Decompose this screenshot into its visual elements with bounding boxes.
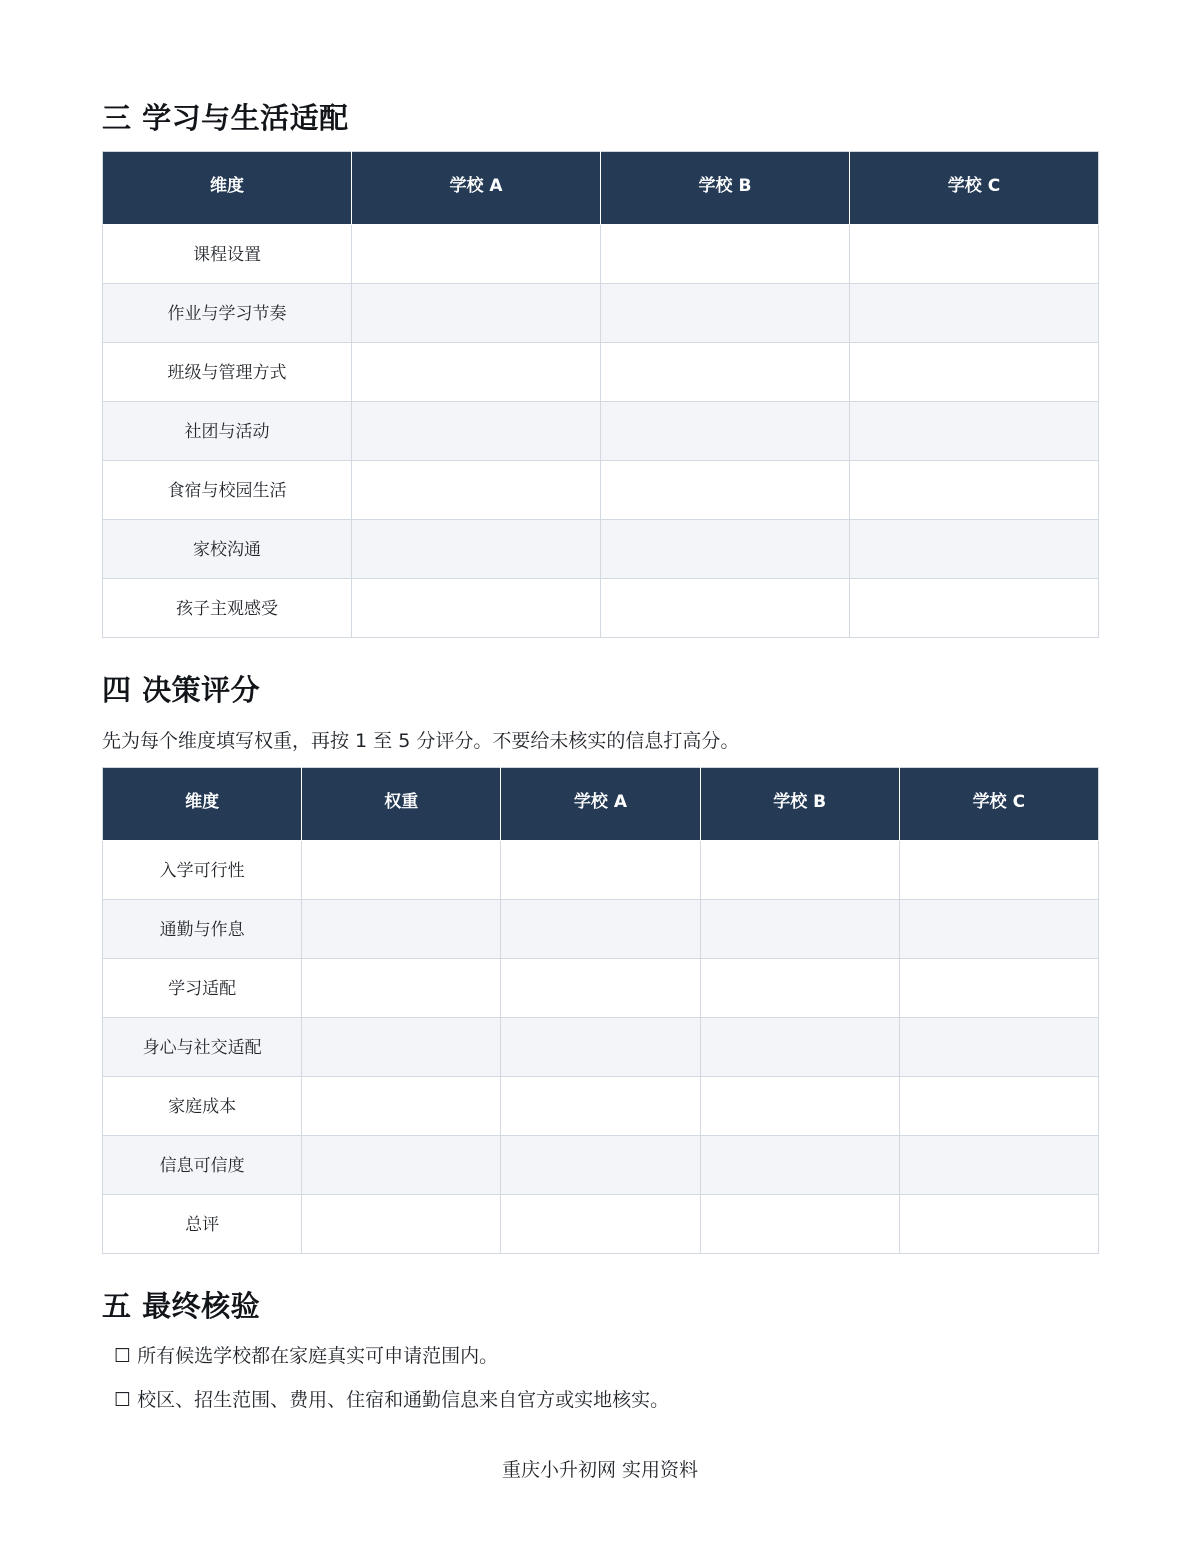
header-dimension: 维度: [103, 152, 352, 225]
row-label: 作业与学习节奏: [103, 284, 352, 343]
input-cell[interactable]: [601, 284, 850, 343]
input-cell[interactable]: [601, 225, 850, 284]
row-label: 通勤与作息: [103, 900, 302, 959]
input-cell[interactable]: [899, 1136, 1098, 1195]
row-label: 家校沟通: [103, 520, 352, 579]
header-weight: 权重: [302, 768, 501, 841]
row-label: 社团与活动: [103, 402, 352, 461]
row-label: 课程设置: [103, 225, 352, 284]
input-cell[interactable]: [302, 900, 501, 959]
section4-description: 先为每个维度填写权重，再按 1 至 5 分评分。不要给未核实的信息打高分。: [102, 730, 740, 752]
scoring-table: [102, 767, 1099, 1254]
input-cell[interactable]: [601, 461, 850, 520]
row-label: 学习适配: [103, 959, 302, 1018]
input-cell[interactable]: [850, 402, 1099, 461]
input-cell[interactable]: [352, 402, 601, 461]
table-header-row: [103, 152, 1099, 225]
input-cell[interactable]: [850, 343, 1099, 402]
input-cell[interactable]: [899, 900, 1098, 959]
checklist-item[interactable]: ☐ 所有候选学校都在家庭真实可申请范围内。: [114, 1345, 499, 1367]
input-cell[interactable]: [501, 1195, 700, 1254]
input-cell[interactable]: [850, 225, 1099, 284]
table-row: [103, 520, 1099, 579]
input-cell[interactable]: [601, 402, 850, 461]
checklist-item[interactable]: ☐ 校区、招生范围、费用、住宿和通勤信息来自官方或实地核实。: [114, 1389, 670, 1411]
header-school-c: 学校 C: [850, 152, 1099, 225]
input-cell[interactable]: [501, 1018, 700, 1077]
input-cell[interactable]: [501, 900, 700, 959]
input-cell[interactable]: [302, 1195, 501, 1254]
table-row: [103, 959, 1099, 1018]
row-label: 身心与社交适配: [103, 1018, 302, 1077]
row-label: 孩子主观感受: [103, 579, 352, 638]
input-cell[interactable]: [700, 1136, 899, 1195]
input-cell[interactable]: [352, 520, 601, 579]
adaptation-table: [102, 151, 1099, 638]
row-label: 班级与管理方式: [103, 343, 352, 402]
input-cell[interactable]: [302, 959, 501, 1018]
input-cell[interactable]: [899, 1195, 1098, 1254]
header-dimension: 维度: [103, 768, 302, 841]
page-footer: 重庆小升初网 实用资料: [501, 1459, 699, 1481]
header-school-a: 学校 A: [352, 152, 601, 225]
input-cell[interactable]: [501, 1136, 700, 1195]
input-cell[interactable]: [850, 461, 1099, 520]
input-cell[interactable]: [601, 520, 850, 579]
input-cell[interactable]: [700, 1195, 899, 1254]
input-cell[interactable]: [700, 841, 899, 900]
row-label: 入学可行性: [103, 841, 302, 900]
input-cell[interactable]: [352, 284, 601, 343]
section5-title: 五 最终核验: [102, 1289, 261, 1323]
table-row: [103, 1195, 1099, 1254]
row-label: 信息可信度: [103, 1136, 302, 1195]
row-label: 家庭成本: [103, 1077, 302, 1136]
input-cell[interactable]: [601, 579, 850, 638]
input-cell[interactable]: [352, 343, 601, 402]
table-row: [103, 1136, 1099, 1195]
table-row: [103, 1077, 1099, 1136]
table-row: [103, 841, 1099, 900]
input-cell[interactable]: [302, 841, 501, 900]
input-cell[interactable]: [302, 1077, 501, 1136]
input-cell[interactable]: [501, 959, 700, 1018]
table-row: [103, 900, 1099, 959]
table-row: [103, 343, 1099, 402]
row-label: 总评: [103, 1195, 302, 1254]
section4-title: 四 决策评分: [102, 673, 261, 707]
table-row: [103, 579, 1099, 638]
input-cell[interactable]: [899, 1018, 1098, 1077]
input-cell[interactable]: [899, 1077, 1098, 1136]
header-school-b: 学校 B: [601, 152, 850, 225]
input-cell[interactable]: [501, 841, 700, 900]
header-school-c: 学校 C: [899, 768, 1098, 841]
input-cell[interactable]: [700, 900, 899, 959]
input-cell[interactable]: [352, 225, 601, 284]
input-cell[interactable]: [302, 1018, 501, 1077]
table-row: [103, 402, 1099, 461]
input-cell[interactable]: [899, 959, 1098, 1018]
table-row: [103, 461, 1099, 520]
table-row: [103, 225, 1099, 284]
input-cell[interactable]: [700, 1018, 899, 1077]
input-cell[interactable]: [501, 1077, 700, 1136]
header-school-a: 学校 A: [501, 768, 700, 841]
table-header-row: [103, 768, 1099, 841]
input-cell[interactable]: [352, 461, 601, 520]
input-cell[interactable]: [850, 284, 1099, 343]
input-cell[interactable]: [352, 579, 601, 638]
row-label: 食宿与校园生活: [103, 461, 352, 520]
input-cell[interactable]: [850, 520, 1099, 579]
input-cell[interactable]: [899, 841, 1098, 900]
input-cell[interactable]: [302, 1136, 501, 1195]
input-cell[interactable]: [850, 579, 1099, 638]
input-cell[interactable]: [700, 959, 899, 1018]
section3-title: 三 学习与生活适配: [102, 101, 349, 135]
header-school-b: 学校 B: [700, 768, 899, 841]
input-cell[interactable]: [700, 1077, 899, 1136]
table-row: [103, 1018, 1099, 1077]
input-cell[interactable]: [601, 343, 850, 402]
table-row: [103, 284, 1099, 343]
